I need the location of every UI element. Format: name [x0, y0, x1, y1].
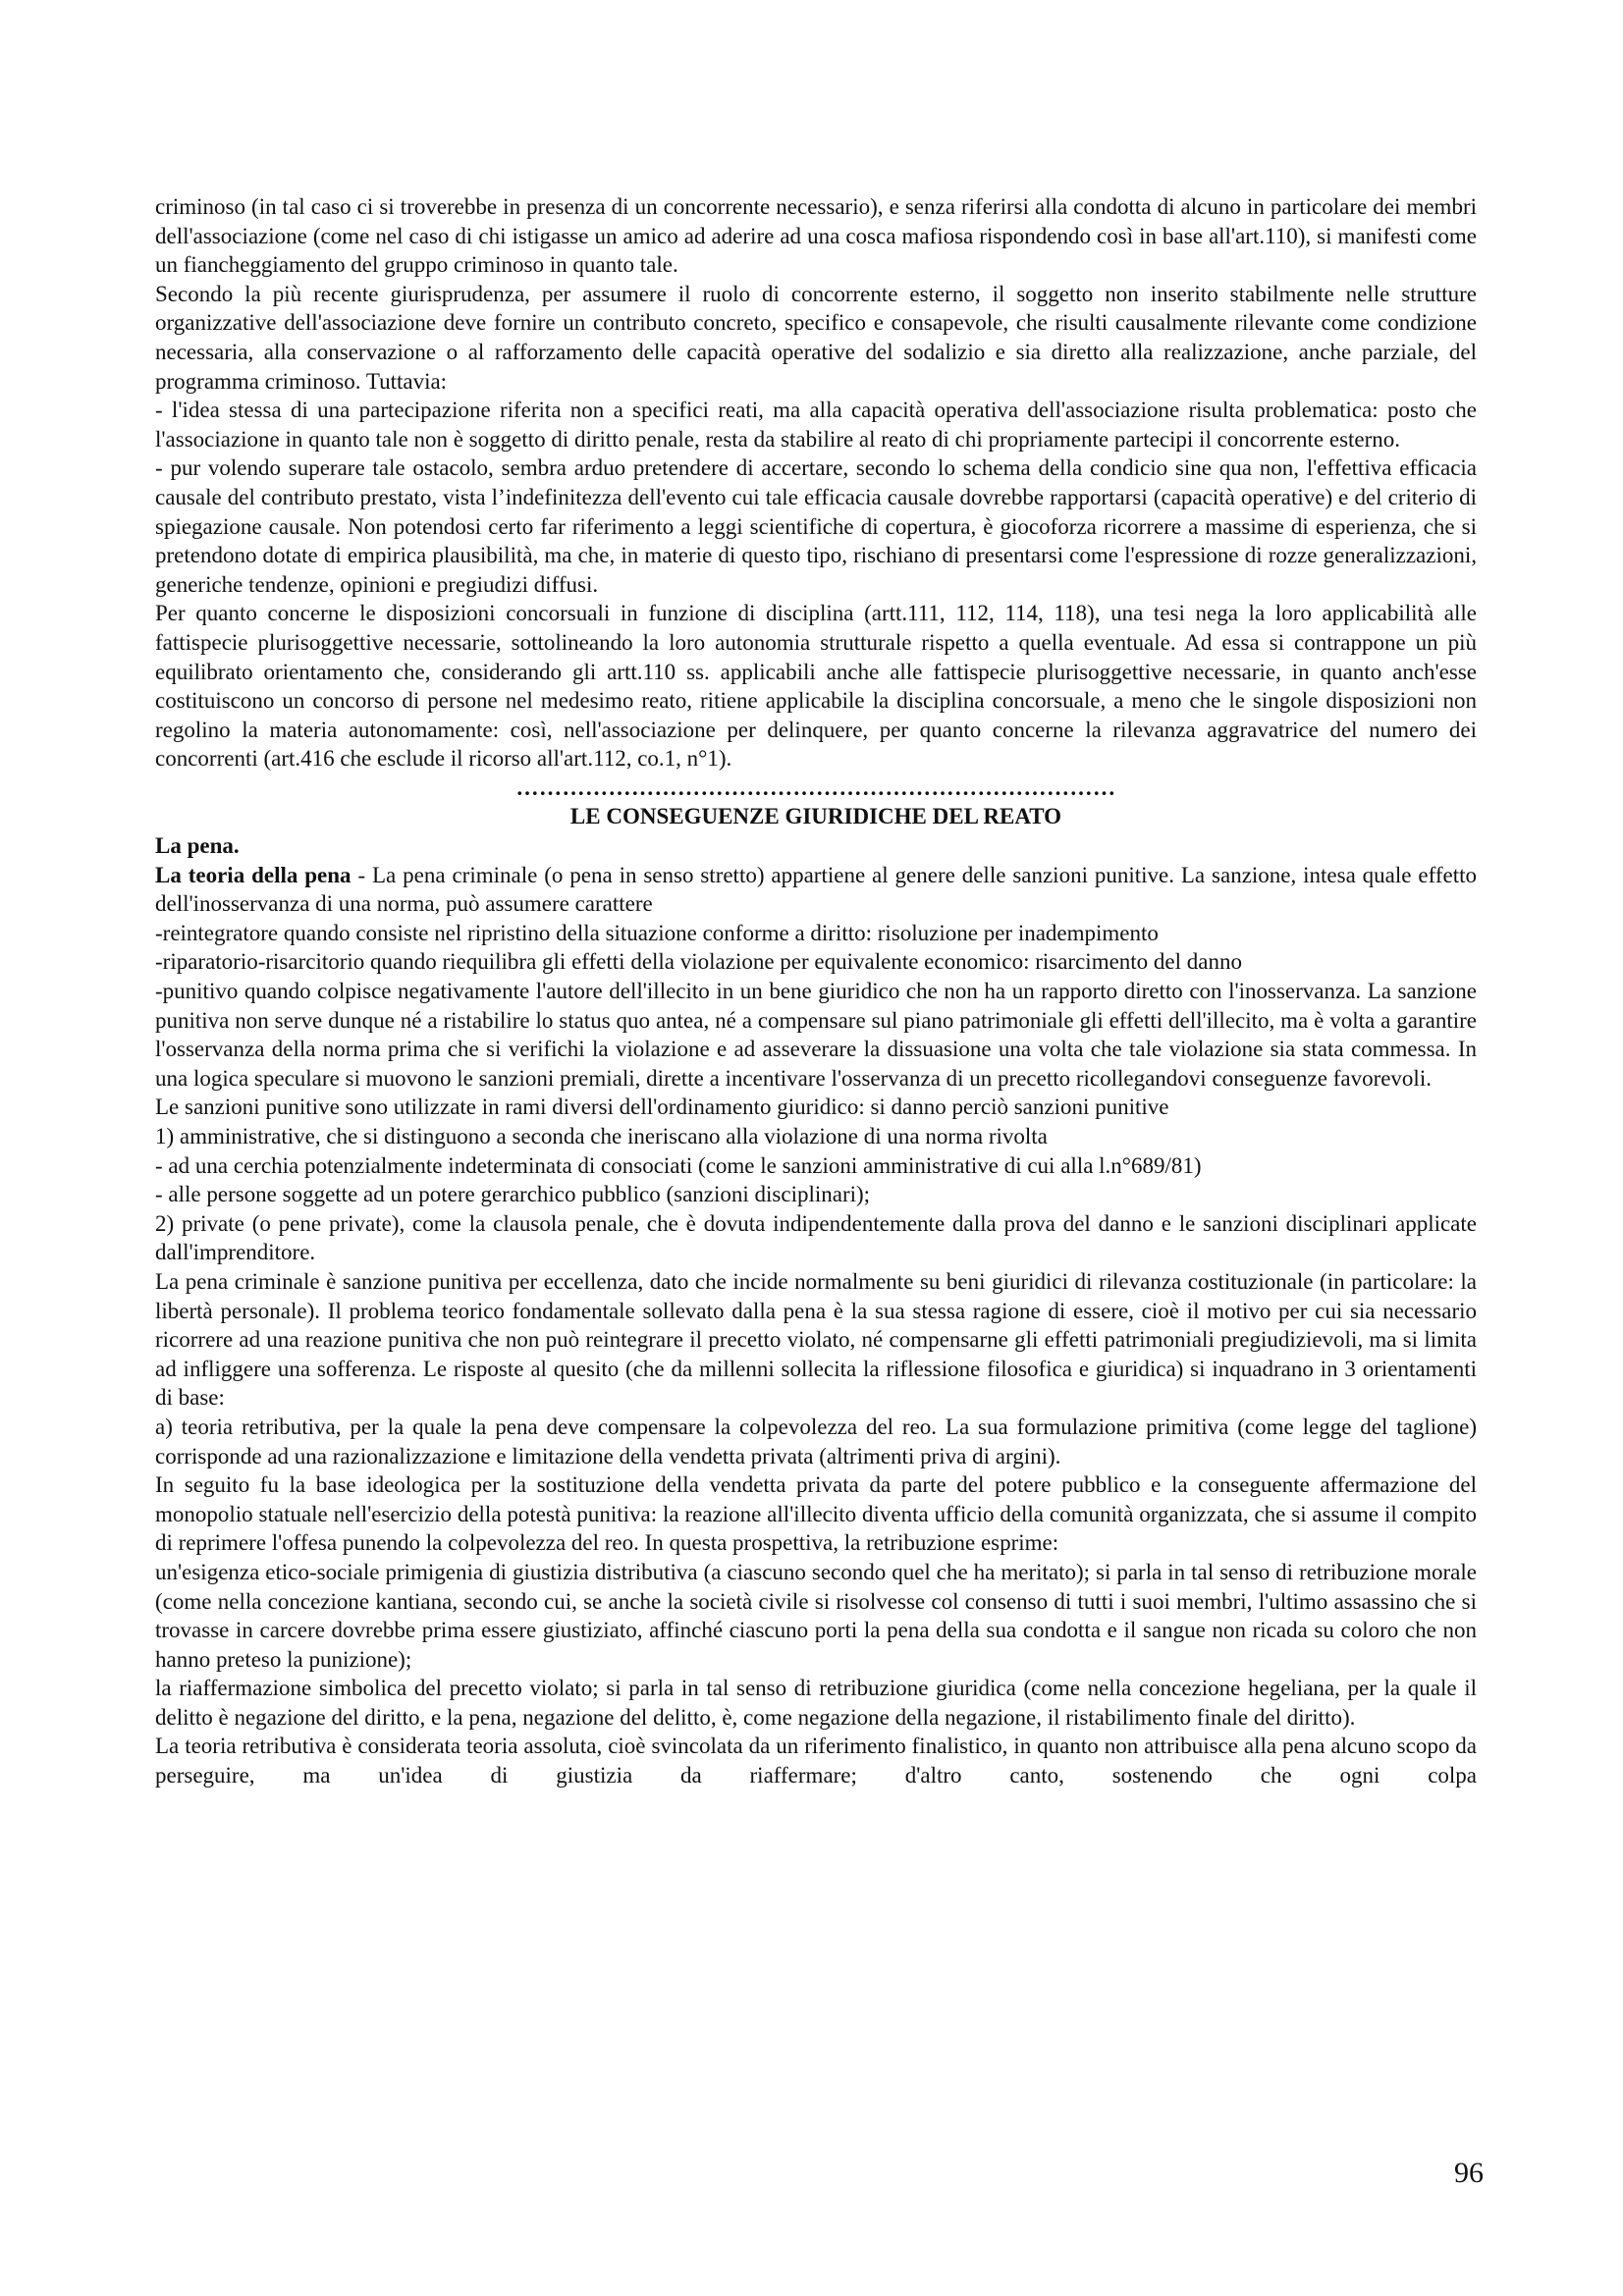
- theory-label: La teoria della pena: [155, 862, 352, 887]
- section-title: LE CONSEGUENZE GIURIDICHE DEL REATO: [569, 804, 1062, 829]
- paragraph: -reintegratore quando consiste nel ripristino della situazione conforme a diritto: risoluzione per inadempimento: [155, 920, 1159, 945]
- paragraph: Secondo la più recente giurisprudenza, per assumere il ruolo di concorrente esterno, il soggetto non inserito stabilmente nelle strutture organizzative dell'associazione deve fornire un contributo concreto, specifico e consapevole, che risulti causalmente rilevante come condizione necessaria, alla conservazione o al rafforzamento delle capacità operative del sodalizio e sia diretto alla realizzazione, anche parziale, del programma criminoso. Tuttavia:: [155, 281, 1477, 394]
- paragraph: -riparatorio-risarcitorio quando riequilibra gli effetti della violazione per equivalente economico: risarcimento del danno: [155, 949, 1242, 975]
- body-text: [155, 192, 1477, 1790]
- paragraph: Le sanzioni punitive sono utilizzate in rami diversi dell'ordinamento giuridico: si danno perciò sanzioni punitive: [155, 1095, 1169, 1120]
- paragraph: -punitivo quando colpisce negativamente l'autore dell'illecito in un bene giuridico che non ha un rapporto diretto con l'inosservanza. La sanzione punitiva non serve dunque né a ristabilire lo status quo antea, né a compensare sul piano patrimoniale gli effetti dell'illecito, ma è volta a garantire l'osservanza della norma prima che si verifichi la violazione e ad asseverare la dissuasione una volta che tale violazione sia stata commessa. In una logica speculare si muovono le sanzioni premiali, dirette a incentivare l'osservanza di un precetto ricollegandovi conseguenze favorevoli.: [155, 979, 1477, 1091]
- paragraph: In seguito fu la base ideologica per la sostituzione della vendetta privata da parte del potere pubblico e la conseguente affermazione del monopolio statuale nell'esercizio della potestà punitiva: la reazione all'illecito diventa ufficio della comunità organizzata, che si assume il compito di reprimere l'offesa punendo la colpevolezza del reo. In questa prospettiva, la retribuzione esprime:: [155, 1472, 1477, 1556]
- paragraph: La teoria retributiva è considerata teoria assoluta, cioè svincolata da un riferimento finalistico, in quanto non attribuisce alla pena alcuno scopo da perseguire, ma un'idea di giustizia da riaffermare; d'altro canto, sostenendo che ogni colpa: [155, 1734, 1477, 1789]
- paragraph: - ad una cerchia potenzialmente indeterminata di consociati (come le sanzioni amministrative di cui alla l.n°689/81): [155, 1152, 1202, 1178]
- paragraph: 2) private (o pene private), come la clausola penale, che è dovuta indipendentemente dalla prova del danno e le sanzioni disciplinari applicate dall'imprenditore.: [155, 1210, 1477, 1265]
- paragraph: la riaffermazione simbolica del precetto violato; si parla in tal senso di retribuzione giuridica (come nella concezione hegeliana, per la quale il delitto è negazione del diritto, e la pena, negazione del delitto, è, come negazione della negazione, il ristabilimento finale del diritto).: [155, 1676, 1477, 1730]
- paragraph: a) teoria retributiva, per la quale la pena deve compensare la colpevolezza del reo. La sua formulazione primitiva (come legge del taglione) corrisponde ad una razionalizzazione e limitazione della vendetta privata (altrimenti priva di argini).: [155, 1414, 1477, 1468]
- theory-intro: - La pena criminale (o pena in senso stretto) appartiene al genere delle sanzioni punitive. La sanzione, intesa quale effetto dell'inosservanza di una norma, può assumere carattere: [155, 862, 1477, 917]
- theory-paragraph: [155, 861, 1477, 919]
- paragraph: Per quanto concerne le disposizioni concorsuali in funzione di disciplina (artt.111, 112, 114, 118), una tesi nega la loro applicabilità alle fattispecie plurisoggettive necessarie, sottolineando la loro autonomia strutturale rispetto a quella eventuale. Ad essa si contrappone un più equilibrato orientamento che, considerando gli artt.110 ss. applicabili anche alle fattispecie plurisoggettive necessarie, in quanto anch'esse costituiscono un concorso di persone nel medesimo reato, ritiene applicabile la disciplina concorsuale, a meno che le singole disposizioni non regolino la materia autonomamente: così, nell'associazione per delinquere, per quanto concerne la rilevanza aggravatrice del numero dei concorrenti (art.416 che esclude il ricorso all'art.112, co.1, n°1).: [155, 601, 1477, 772]
- paragraph: - l'idea stessa di una partecipazione riferita non a specifici reati, ma alla capacità operativa dell'associazione risulta problematica: posto che l'associazione in quanto tale non è soggetto di diritto penale, resta da stabilire al reato di chi propriamente partecipi il concorrente esterno.: [155, 398, 1477, 452]
- paragraph: criminoso (in tal caso ci si troverebbe in presenza di un concorrente necessario), e senza riferirsi alla condotta di alcuno in particolare dei membri dell'associazione (come nel caso di chi istigasse un amico ad aderire ad una cosca mafiosa rispondendo così in base all'art.110), si manifesti come un fiancheggiamento del gruppo criminoso in quanto tale.: [155, 194, 1477, 278]
- paragraph: un'esigenza etico-sociale primigenia di giustizia distributiva (a ciascuno secondo quel che ha meritato); si parla in tal senso di retribuzione morale (come nella concezione kantiana, secondo cui, se anche la società civile si risolvesse col consenso di tutti i suoi membri, l'ultimo assassino che si trovasse in carcere dovrebbe prima essere giustiziato, affinché ciascuno porti la pena della sua condotta e il sangue non ricada su coloro che non hanno preteso la punizione);: [155, 1559, 1477, 1672]
- subsection-title: La pena.: [155, 833, 240, 859]
- section-separator: ……………………………………………………………………: [515, 774, 1116, 800]
- paragraph: La pena criminale è sanzione punitiva per eccellenza, dato che incide normalmente su beni giuridici di rilevanza costituzionale (in particolare: la libertà personale). Il problema teorico fondamentale sollevato dalla pena è la sua stessa ragione di essere, cioè il motivo per cui sia necessario ricorrere ad una reazione punitiva che non può reintegrare il precetto violato, né compensarne gli effetti patrimoniali pregiudizievoli, ma si limita ad infliggere una sofferenza. Le risposte al quesito (che da millenni sollecita la riflessione filosofica e giuridica) si inquadrano in 3 orientamenti di base:: [155, 1268, 1477, 1411]
- page-number: 96: [1454, 2157, 1484, 2189]
- paragraph: - pur volendo superare tale ostacolo, sembra arduo pretendere di accertare, secondo lo schema della condicio sine qua non, l'effettiva efficacia causale del contributo prestato, vista l’indefinitezza dell'evento cui tale efficacia causale dovrebbe rapportarsi (capacità operative) e del criterio di spiegazione causale. Non potendosi certo far riferimento a leggi scientifiche di copertura, è giocoforza ricorrere a massime di esperienza, che si pretendono dotate di empirica plausibilità, ma che, in materie di questo tipo, rischiano di presentarsi come l'espressione di rozze generalizzazioni, generiche tendenze, opinioni e pregiudizi diffusi.: [155, 455, 1477, 597]
- paragraph: 1) amministrative, che si distinguono a seconda che ineriscano alla violazione di una norma rivolta: [155, 1124, 1048, 1148]
- paragraph: - alle persone soggette ad un potere gerarchico pubblico (sanzioni disciplinari);: [155, 1182, 871, 1207]
